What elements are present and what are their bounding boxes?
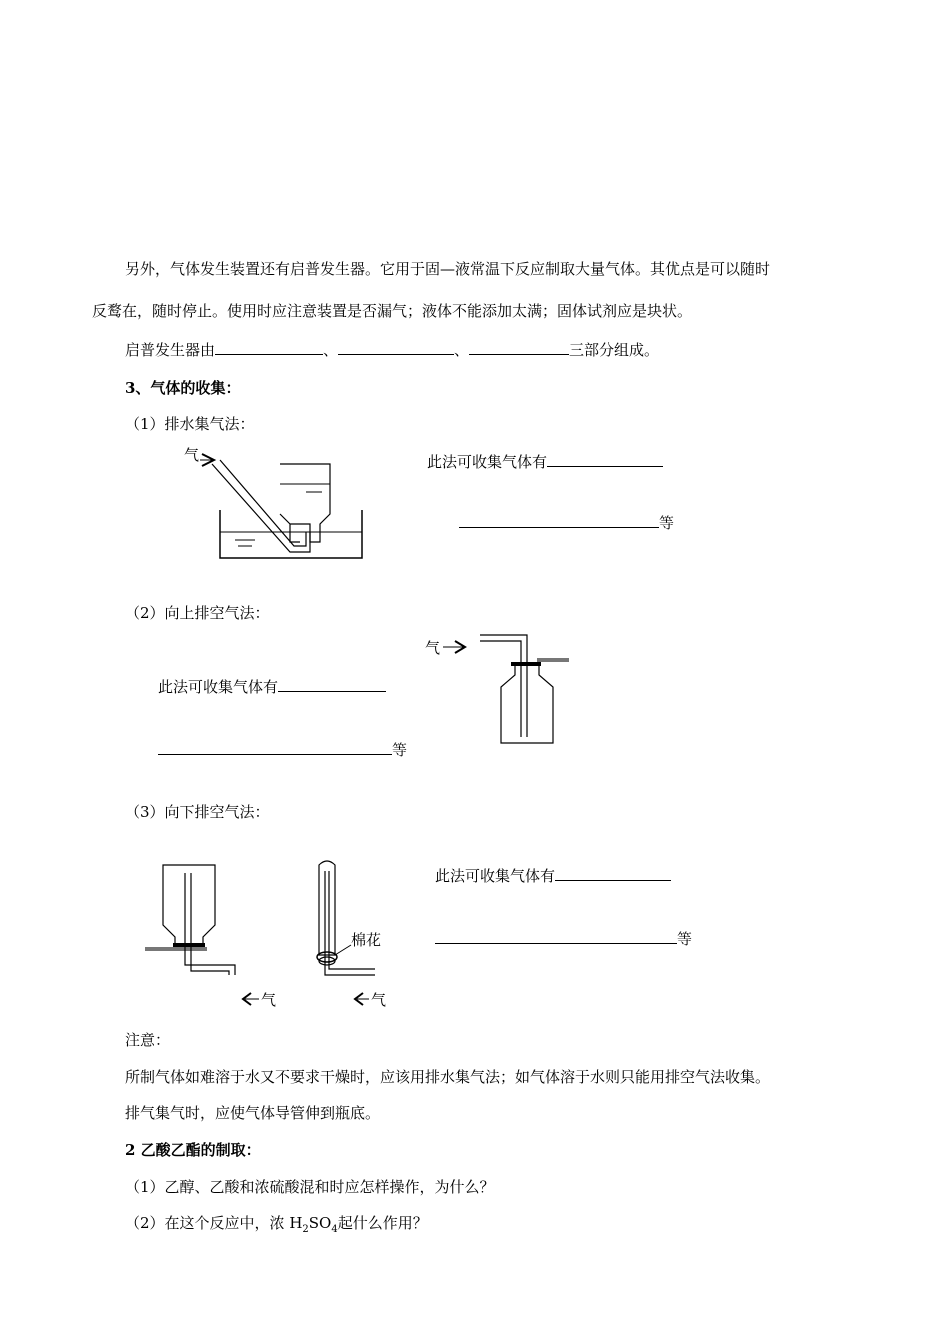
etc-label: 等 (392, 741, 408, 759)
collect-label: 此法可收集气体有 (427, 453, 548, 471)
upward-displacement-diagram (425, 625, 585, 750)
gas-label: 气 (425, 639, 441, 657)
q2-suffix: 起什么作用？ (337, 1214, 428, 1232)
intro-line-1: 另外，气体发生装置还有启普发生器。它用于固—液常温下反应制取大量气体。其优点是可以随时 (125, 260, 771, 278)
downward-method-title: （3）向下排空气法： (125, 803, 270, 821)
kipp-prefix: 启普发生器由 (125, 341, 216, 359)
water-collect-line (427, 452, 663, 472)
water-method-title: （1）排水集气法： (125, 415, 255, 433)
kipp-suffix: 三部分组成。 (569, 341, 660, 359)
etc-label: 等 (677, 930, 693, 948)
kipp-sep: 、 (323, 341, 339, 359)
answer-blank[interactable] (547, 452, 663, 467)
upward-etc-line (158, 740, 407, 760)
answer-blank[interactable] (215, 340, 323, 355)
answer-blank[interactable] (278, 677, 386, 692)
section-3-heading: 3、气体的收集： (125, 379, 241, 397)
kipp-sep: 、 (454, 341, 470, 359)
upward-collect-line (158, 677, 386, 697)
collect-label: 此法可收集气体有 (435, 867, 556, 885)
downward-displacement-diagram (145, 855, 405, 1015)
notes-heading: 注意： (125, 1031, 171, 1049)
answer-blank[interactable] (435, 929, 677, 944)
kipp-generator-line (125, 340, 659, 360)
collect-label: 此法可收集气体有 (158, 678, 279, 696)
notes-line-1: 所制气体如难溶于水又不要求干燥时，应该用排水集气法；如气体溶于水则只能用排空气法收集。 (125, 1068, 771, 1086)
ester-question-2 (125, 1213, 428, 1240)
gas-label: 气 (184, 446, 200, 464)
answer-blank[interactable] (158, 740, 392, 755)
answer-blank[interactable] (469, 340, 569, 355)
answer-blank[interactable] (555, 866, 671, 881)
gas-label-1: 气 (261, 991, 277, 1009)
answer-blank[interactable] (459, 513, 659, 528)
upward-method-title: （2）向上排空气法： (125, 604, 270, 622)
ester-heading: 2 乙酸乙酯的制取： (125, 1141, 261, 1159)
q2-prefix: （2）在这个反应中，浓 H (125, 1214, 303, 1232)
notes-line-2: 排气集气时，应使气体导管伸到瓶底。 (125, 1104, 381, 1122)
downward-etc-line (435, 929, 692, 949)
answer-blank[interactable] (338, 340, 454, 355)
ester-question-1: （1）乙醇、乙酸和浓硫酸混和时应怎样操作，为什么？ (125, 1178, 495, 1196)
intro-line-2: 反鹜在，随时停止。使用时应注意装置是否漏气；液体不能添加太满；固体试剂应是块状。 (92, 302, 693, 320)
water-etc-line (459, 513, 674, 533)
water-displacement-diagram (170, 440, 380, 565)
q2-sub-2: 4 (331, 1224, 338, 1235)
cotton-label: 棉花 (351, 931, 382, 949)
downward-collect-line (435, 866, 671, 886)
gas-label-2: 气 (371, 991, 387, 1009)
etc-label: 等 (659, 514, 675, 532)
q2-mid: SO (308, 1214, 332, 1232)
q2-sub-1: 2 (302, 1224, 309, 1235)
